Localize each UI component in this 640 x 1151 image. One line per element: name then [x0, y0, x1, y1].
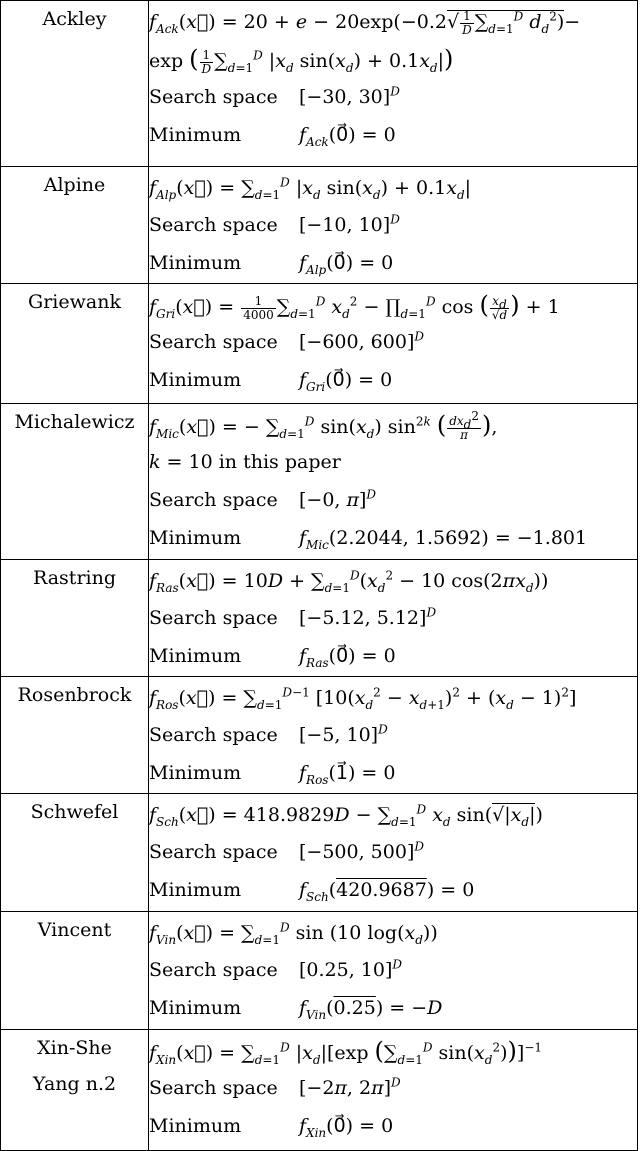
minimum: Minimum $f_{Vin}(0.25) = -D$ — [149, 990, 637, 1028]
function-name: Griewank — [28, 291, 121, 313]
search-space-label: Search space — [149, 724, 278, 746]
search-space-label: Search space — [149, 86, 278, 108]
minimum-label: Minimum — [149, 762, 242, 784]
function-name: Rosenbrock — [17, 684, 132, 706]
search-space-label: Search space — [149, 959, 278, 981]
minimum: Minimum $f_{Xin}(0⃗) = 0$ — [149, 1108, 637, 1146]
search-space: Search space [0.25, 10]$^D$ — [149, 952, 637, 990]
search-space-label: Search space — [149, 841, 278, 863]
minimum-label: Minimum — [149, 879, 242, 901]
search-space: Search space [−10, 10]$^D$ — [149, 207, 637, 245]
formula-cont: k = 10 in this paper — [149, 451, 341, 473]
minimum: Minimum $f_{Sch}(420.9687) = 0$ — [149, 872, 637, 910]
formula: $f_{Ras}(x⃗) = 10D + \sum_{d=1}^D(x_d^2 - 10$ $\cos(2\pi x_d)$) — [149, 568, 549, 595]
formula: $f_{Vin}(x⃗) = \sum_{d=1}^D$ sin (10 $\log(x_d)$) — [149, 920, 438, 947]
function-name-vincent — [1, 912, 149, 1030]
formula: $f_{Ack}(x⃗) = 20 + e - 20\exp(-0.2√$ $\frac{1}{D}$ $\sum_{d=1}^D$ $d_d^2)-$ — [149, 8, 581, 37]
function-details-michalewicz — [149, 404, 638, 560]
formula: $f_{Xin}(x⃗) = \sum_{d=1}^D$ $|x_d|[\exp$ ($\sum_{d=1}^D$ $\sin(x_d^2))]^{-1}$ — [149, 1037, 543, 1067]
search-space: Search space [−5, 10]$^D$ — [149, 717, 637, 755]
table-row — [1, 1, 638, 167]
table-row — [1, 284, 638, 404]
table-row — [1, 404, 638, 560]
function-name: Xin-She — [37, 1037, 112, 1059]
table-row — [1, 1030, 638, 1151]
search-space: Search space [−500, 500]$^D$ — [149, 834, 637, 872]
table-row — [1, 794, 638, 912]
table-row — [1, 167, 638, 284]
function-name-rosenbrock — [1, 677, 149, 794]
table-row — [1, 677, 638, 794]
formula: $f_{Alp}(x⃗) = \sum_{d=1}^D$ $|x_d$ $\sin(x_d) + 0.1x_d|$ — [149, 175, 472, 202]
function-name: Vincent — [37, 919, 112, 941]
function-name-michalewicz — [1, 404, 149, 560]
search-space-label: Search space — [149, 489, 278, 511]
formula: $f_{Ros}(x⃗) = \sum_{d=1}^{D-1}$ $[10(x_d^2 - x_{d+1})^2 + (x_d - 1)^2]$ — [149, 685, 577, 712]
function-details-alpine — [149, 167, 638, 284]
minimum: Minimum $f_{Alp}(0⃗) = 0$ — [149, 245, 637, 283]
minimum: Minimum $f_{Ack}(0⃗) = 0$ — [149, 117, 637, 155]
formula: $f_{Gri}(x⃗)$ = $\frac{1}{4000}$ $\sum_{d=1}^D$ $x_d^2$ − $\prod_{d=1}^D$ cos ( $\frac{x_d}{√d}$ ) + 1 — [149, 291, 560, 322]
function-name: Ackley — [42, 8, 107, 30]
function-name: Alpine — [43, 174, 106, 196]
minimum: Minimum $f_{Mic}(2.2044$, 1.5692) = −1.801 — [149, 520, 637, 558]
search-space: Search space [−2π, 2π]$^D$ — [149, 1070, 637, 1108]
search-space-label: Search space — [149, 331, 278, 353]
search-space-label: Search space — [149, 214, 278, 236]
function-details-rastring — [149, 560, 638, 677]
minimum-label: Minimum — [149, 1115, 242, 1137]
function-name: Michalewicz — [14, 411, 135, 433]
function-name-griewank — [1, 284, 149, 404]
search-space: Search space [−30, 30]$^D$ — [149, 79, 637, 117]
minimum-label: Minimum — [149, 252, 242, 274]
formula-cont: exp ( $\frac{1}{D}$ $\sum_{d=1}^D$ $|x_d$ $\sin(x_d) + 0.1x_d|$) — [149, 45, 454, 76]
function-name-rastring — [1, 560, 149, 677]
search-space: Search space [−0, π]$^D$ — [149, 482, 637, 520]
function-name-schwefel — [1, 794, 149, 912]
minimum: Minimum $f_{Ros}(1⃗) = 0$ — [149, 755, 637, 793]
formula: $f_{Mic}(x⃗)$ = − $\sum_{d=1}^D$ $\sin(x_d)$ $\sin^{2k}$ ( $\frac{dx_d^2}{\pi}$ ), — [149, 408, 498, 442]
minimum-label: Minimum — [149, 997, 242, 1019]
function-name-ackley — [1, 1, 149, 167]
minimum-label: Minimum — [149, 369, 242, 391]
search-space-label: Search space — [149, 607, 278, 629]
search-space-label: Search space — [149, 1077, 278, 1099]
minimum: Minimum $f_{Ras}(0⃗) = 0$ — [149, 638, 637, 676]
minimum-label: Minimum — [149, 124, 242, 146]
function-name-alpine — [1, 167, 149, 284]
minimum-label: Minimum — [149, 645, 242, 667]
function-details-schwefel — [149, 794, 638, 912]
formula: $f_{Sch}(x⃗) = 418.9829D - \sum_{d=1}^D$ $x_d$ $\sin(√|x_d|)$ — [149, 802, 543, 829]
table-row — [1, 560, 638, 677]
function-details-rosenbrock — [149, 677, 638, 794]
function-details-vincent — [149, 912, 638, 1030]
minimum: Minimum $f_{Gri}(0⃗) = 0$ — [149, 362, 637, 400]
function-name: Schwefel — [30, 801, 119, 823]
function-name: Rastring — [32, 567, 116, 589]
search-space: Search space [−600, 600]$^D$ — [149, 324, 637, 362]
function-name-xin-she-yang — [1, 1030, 149, 1151]
function-name-cont: Yang n.2 — [32, 1073, 117, 1095]
search-space: Search space [−5.12, 5.12]$^D$ — [149, 600, 637, 638]
function-details-ackley — [149, 1, 638, 167]
minimum-label: Minimum — [149, 527, 242, 549]
function-details-griewank — [149, 284, 638, 404]
function-details-xin-she-yang — [149, 1030, 638, 1151]
table-row — [1, 912, 638, 1030]
